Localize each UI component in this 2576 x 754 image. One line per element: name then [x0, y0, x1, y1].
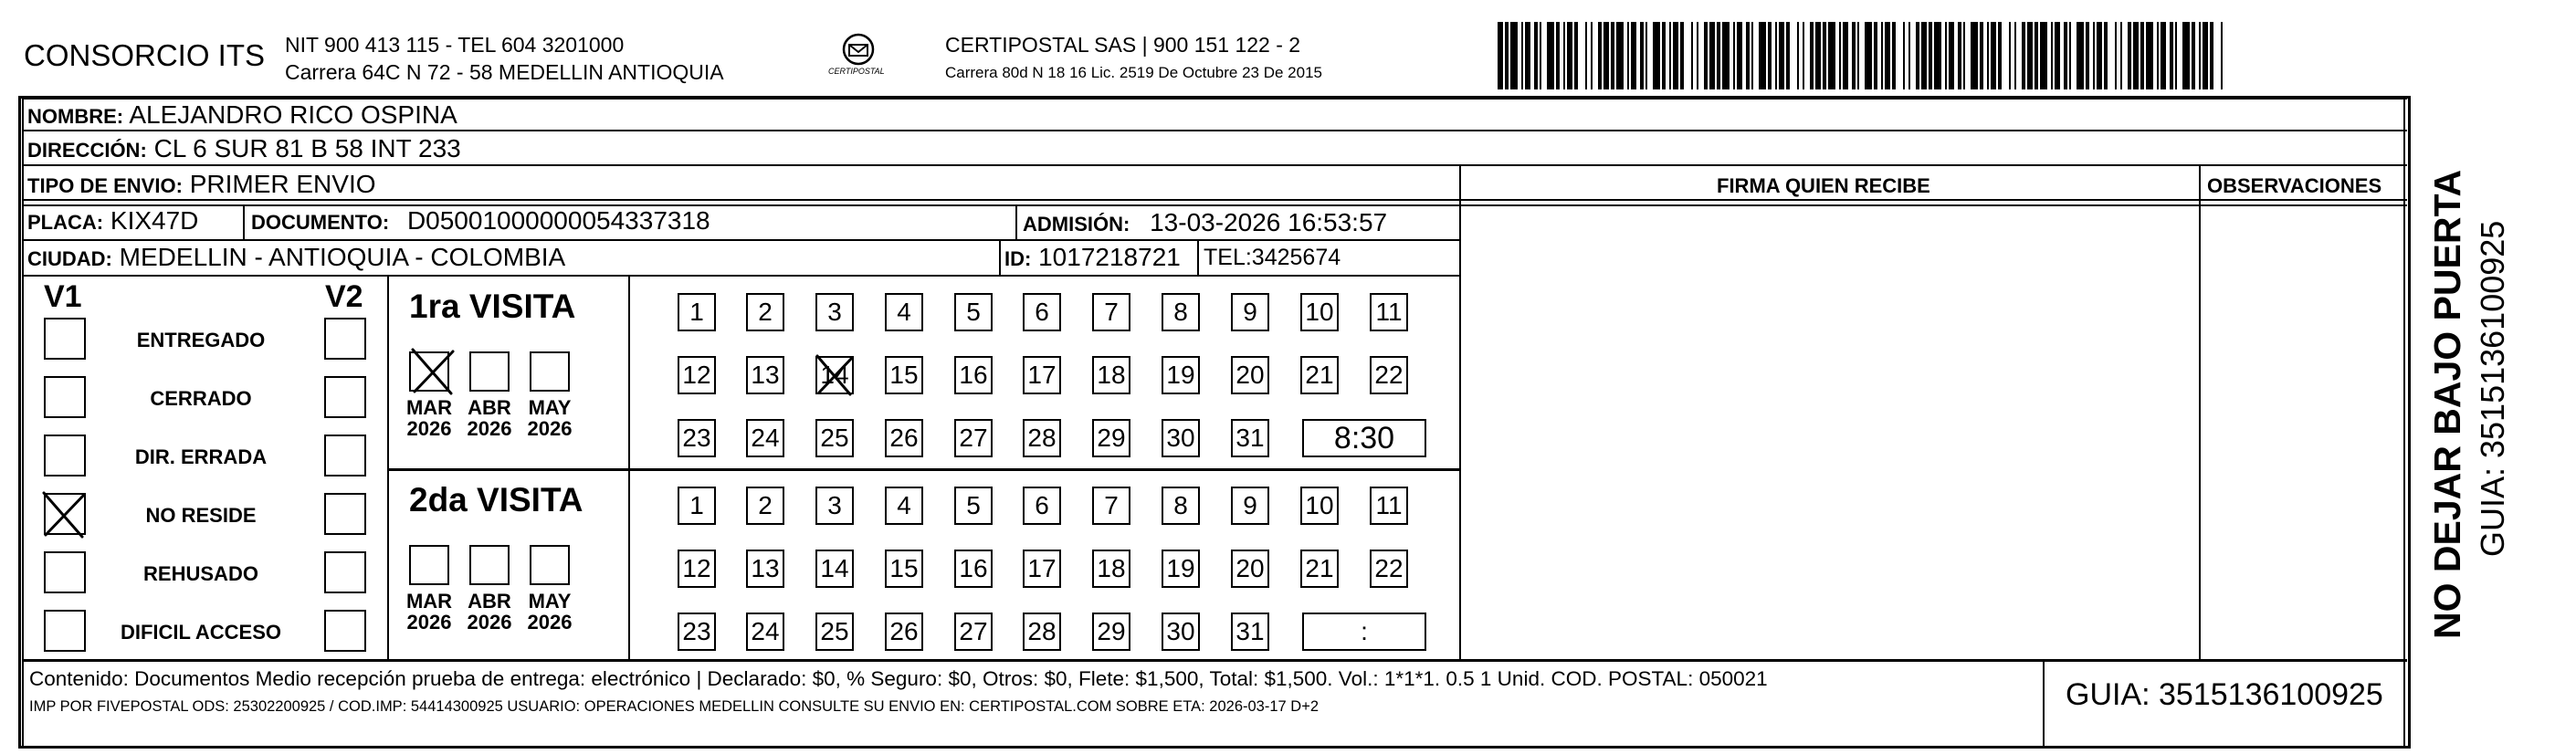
- day-box[interactable]: 5: [954, 487, 993, 525]
- day-box[interactable]: 26: [885, 613, 923, 651]
- id-row: [1004, 245, 1181, 270]
- city-label: CIUDAD:: [27, 247, 112, 270]
- day-box[interactable]: 31: [1231, 419, 1269, 457]
- v1-checkbox[interactable]: [44, 610, 86, 652]
- name-row: [27, 102, 457, 128]
- v1-checkbox[interactable]: [44, 551, 86, 593]
- day-box[interactable]: 4: [885, 487, 923, 525]
- day-box[interactable]: 12: [678, 356, 716, 394]
- shipment-type: PRIMER ENVIO: [189, 170, 376, 198]
- footer-print-info: IMP POR FIVEPOSTAL ODS: 25302200925 / COD.IMP: 54414300925 USUARIO: OPERACIONES MEDELLIN CONSULTE SU ENVIO EN: CERTIPOSTAL.COM SOBRE ETA: 2026-03-17 D+2: [29, 698, 1320, 715]
- month-checkbox[interactable]: [530, 351, 570, 392]
- month-label: [400, 397, 458, 439]
- month-label: [460, 397, 519, 439]
- day-box[interactable]: 13: [746, 356, 784, 394]
- month-year: 2026: [467, 417, 512, 441]
- v1-checkbox[interactable]: [44, 376, 86, 418]
- time-box[interactable]: 8:30: [1302, 419, 1426, 457]
- recipient-address: CL 6 SUR 81 B 58 INT 233: [153, 134, 461, 162]
- plate-row: [27, 208, 198, 234]
- status-label: NO RESIDE: [145, 504, 257, 527]
- day-box[interactable]: 30: [1162, 613, 1200, 651]
- day-box[interactable]: 6: [1023, 487, 1061, 525]
- day-box[interactable]: 21: [1300, 356, 1339, 394]
- month-name: MAY: [528, 590, 572, 613]
- day-box[interactable]: 23: [678, 613, 716, 651]
- company-name: CONSORCIO ITS: [24, 38, 266, 72]
- name-label: NOMBRE:: [27, 105, 124, 128]
- day-box[interactable]: 27: [954, 419, 993, 457]
- month-checkbox[interactable]: [530, 545, 570, 585]
- footer-contents: Contenido: Documentos Medio recepción prueba de entrega: electrónico | Declarado: $0, % Seguro: $0, Otros: $0, Flete: $1,500, Total: $1,500. Vol.: 1*1*1. 0.5 1 Unid. COD. POSTAL: 050021: [29, 667, 1768, 690]
- v2-checkbox[interactable]: [324, 435, 366, 476]
- city-row: [27, 245, 565, 270]
- day-box[interactable]: 12: [678, 550, 716, 588]
- v1-header: V1: [44, 279, 82, 314]
- day-box[interactable]: 21: [1300, 550, 1339, 588]
- month-name: ABR: [468, 396, 511, 419]
- day-box[interactable]: 22: [1370, 356, 1408, 394]
- day-box[interactable]: 28: [1023, 419, 1061, 457]
- day-box[interactable]: 17: [1023, 550, 1061, 588]
- admission-row: [1023, 210, 1387, 236]
- day-box[interactable]: 23: [678, 419, 716, 457]
- month-year: 2026: [406, 417, 452, 441]
- day-box[interactable]: 11: [1370, 293, 1408, 331]
- day-box[interactable]: 4: [885, 293, 923, 331]
- id-value: 1017218721: [1038, 243, 1181, 271]
- address-label: DIRECCIÓN:: [27, 139, 147, 162]
- status-label: DIR. ERRADA: [134, 445, 268, 468]
- month-year: 2026: [527, 417, 573, 441]
- month-checkbox[interactable]: [409, 545, 449, 585]
- document-value: D05001000000054337318: [406, 206, 710, 235]
- logo-text: CERTIPOSTAL: [828, 67, 885, 76]
- month-label: [400, 591, 458, 633]
- day-box[interactable]: 2: [746, 293, 784, 331]
- day-box[interactable]: 11: [1370, 487, 1408, 525]
- status-label: ENTREGADO: [136, 329, 266, 351]
- day-box[interactable]: 29: [1092, 419, 1130, 457]
- courier-name: CERTIPOSTAL SAS | 900 151 122 - 2: [945, 33, 1301, 57]
- day-box[interactable]: 15: [885, 550, 923, 588]
- v2-checkbox[interactable]: [324, 610, 366, 652]
- day-box[interactable]: 31: [1231, 613, 1269, 651]
- day-box[interactable]: 20: [1231, 356, 1269, 394]
- visit-title: 2da VISITA: [409, 481, 584, 518]
- day-box[interactable]: 1: [678, 293, 716, 331]
- month-year: 2026: [527, 611, 573, 634]
- v2-checkbox[interactable]: [324, 376, 366, 418]
- month-name: ABR: [468, 590, 511, 613]
- month-year: 2026: [406, 611, 452, 634]
- v2-checkbox[interactable]: [324, 318, 366, 360]
- day-box[interactable]: 7: [1092, 293, 1130, 331]
- month-label: [460, 591, 519, 633]
- day-box[interactable]: 27: [954, 613, 993, 651]
- day-box[interactable]: 25: [815, 419, 854, 457]
- address-row: [27, 136, 461, 162]
- status-label: CERRADO: [150, 387, 252, 410]
- recipient-name: ALEJANDRO RICO OSPINA: [129, 100, 457, 129]
- day-box[interactable]: 26: [885, 419, 923, 457]
- time-box[interactable]: :: [1302, 613, 1426, 651]
- day-box[interactable]: 24: [746, 613, 784, 651]
- tel-row: [1204, 246, 1341, 269]
- day-box[interactable]: 1: [678, 487, 716, 525]
- certipostal-logo: [817, 31, 899, 80]
- day-box[interactable]: 28: [1023, 613, 1061, 651]
- month-label: [520, 397, 579, 439]
- day-box[interactable]: 7: [1092, 487, 1130, 525]
- company-nit: NIT 900 413 115 - TEL 604 3201000: [285, 33, 625, 57]
- day-box[interactable]: 24: [746, 419, 784, 457]
- signature-header: FIRMA QUIEN RECIBE: [1717, 174, 1930, 197]
- id-label: ID:: [1004, 247, 1032, 270]
- city-value: MEDELLIN - ANTIOQUIA - COLOMBIA: [119, 243, 566, 271]
- type-label: TIPO DE ENVIO:: [27, 174, 183, 197]
- document-label: DOCUMENTO:: [251, 211, 390, 234]
- v2-header: V2: [325, 279, 363, 314]
- footer-guide: GUIA: 3515136100925: [2066, 677, 2383, 712]
- month-label: [520, 591, 579, 633]
- day-box[interactable]: 18: [1092, 356, 1130, 394]
- admission-label: ADMISIÓN:: [1023, 213, 1130, 236]
- day-box[interactable]: 2: [746, 487, 784, 525]
- check-mark-icon: [38, 489, 89, 540]
- month-year: 2026: [467, 611, 512, 634]
- check-mark-icon: [812, 352, 863, 403]
- v2-checkbox[interactable]: [324, 493, 366, 535]
- visit-title: 1ra VISITA: [409, 288, 576, 325]
- day-box[interactable]: 9: [1231, 293, 1269, 331]
- day-box[interactable]: 3: [815, 293, 854, 331]
- day-box[interactable]: 16: [954, 356, 993, 394]
- day-box[interactable]: 5: [954, 293, 993, 331]
- tel-value: 3425674: [1251, 245, 1341, 270]
- side-warning: NO DEJAR BAJO PUERTA: [2426, 169, 2468, 639]
- day-box[interactable]: 20: [1231, 550, 1269, 588]
- month-name: MAR: [405, 590, 453, 613]
- status-label: DIFICIL ACCESO: [120, 621, 281, 644]
- day-box[interactable]: 18: [1092, 550, 1130, 588]
- check-mark-icon: [407, 346, 458, 397]
- month-name: MAY: [528, 396, 572, 419]
- type-row: [27, 172, 376, 197]
- v1-checkbox[interactable]: [44, 435, 86, 476]
- day-box[interactable]: 14: [815, 356, 854, 394]
- day-box[interactable]: 22: [1370, 550, 1408, 588]
- day-box[interactable]: 8: [1162, 487, 1200, 525]
- day-box[interactable]: 10: [1300, 293, 1339, 331]
- day-box[interactable]: 9: [1231, 487, 1269, 525]
- plate-label: PLACA:: [27, 211, 104, 234]
- admission-value: 13-03-2026 16:53:57: [1150, 208, 1388, 236]
- day-box[interactable]: 13: [746, 550, 784, 588]
- month-checkbox[interactable]: [469, 351, 510, 392]
- day-box[interactable]: 19: [1162, 550, 1200, 588]
- barcode: [1498, 22, 2224, 89]
- day-box[interactable]: 15: [885, 356, 923, 394]
- month-name: MAR: [405, 396, 453, 419]
- status-label: REHUSADO: [143, 562, 258, 585]
- day-box[interactable]: 30: [1162, 419, 1200, 457]
- day-box[interactable]: 19: [1162, 356, 1200, 394]
- month-checkbox[interactable]: [469, 545, 510, 585]
- day-box[interactable]: 6: [1023, 293, 1061, 331]
- day-box[interactable]: 8: [1162, 293, 1200, 331]
- day-box[interactable]: 29: [1092, 613, 1130, 651]
- day-box[interactable]: 17: [1023, 356, 1061, 394]
- side-guide: GUIA: 3515136100925: [2474, 220, 2511, 557]
- day-box[interactable]: 10: [1300, 487, 1339, 525]
- v2-checkbox[interactable]: [324, 551, 366, 593]
- day-box[interactable]: 25: [815, 613, 854, 651]
- day-box[interactable]: 16: [954, 550, 993, 588]
- observations-header: OBSERVACIONES: [2207, 174, 2382, 197]
- tel-label: TEL:: [1204, 245, 1252, 270]
- document-row: [251, 208, 710, 234]
- v1-checkbox[interactable]: [44, 318, 86, 360]
- company-address: Carrera 64C N 72 - 58 MEDELLIN ANTIOQUIA: [285, 60, 724, 84]
- courier-address: Carrera 80d N 18 16 Lic. 2519 De Octubre 23 De 2015: [945, 64, 1322, 81]
- day-box[interactable]: 3: [815, 487, 854, 525]
- day-box[interactable]: 14: [815, 550, 854, 588]
- plate-value: KIX47D: [110, 206, 199, 235]
